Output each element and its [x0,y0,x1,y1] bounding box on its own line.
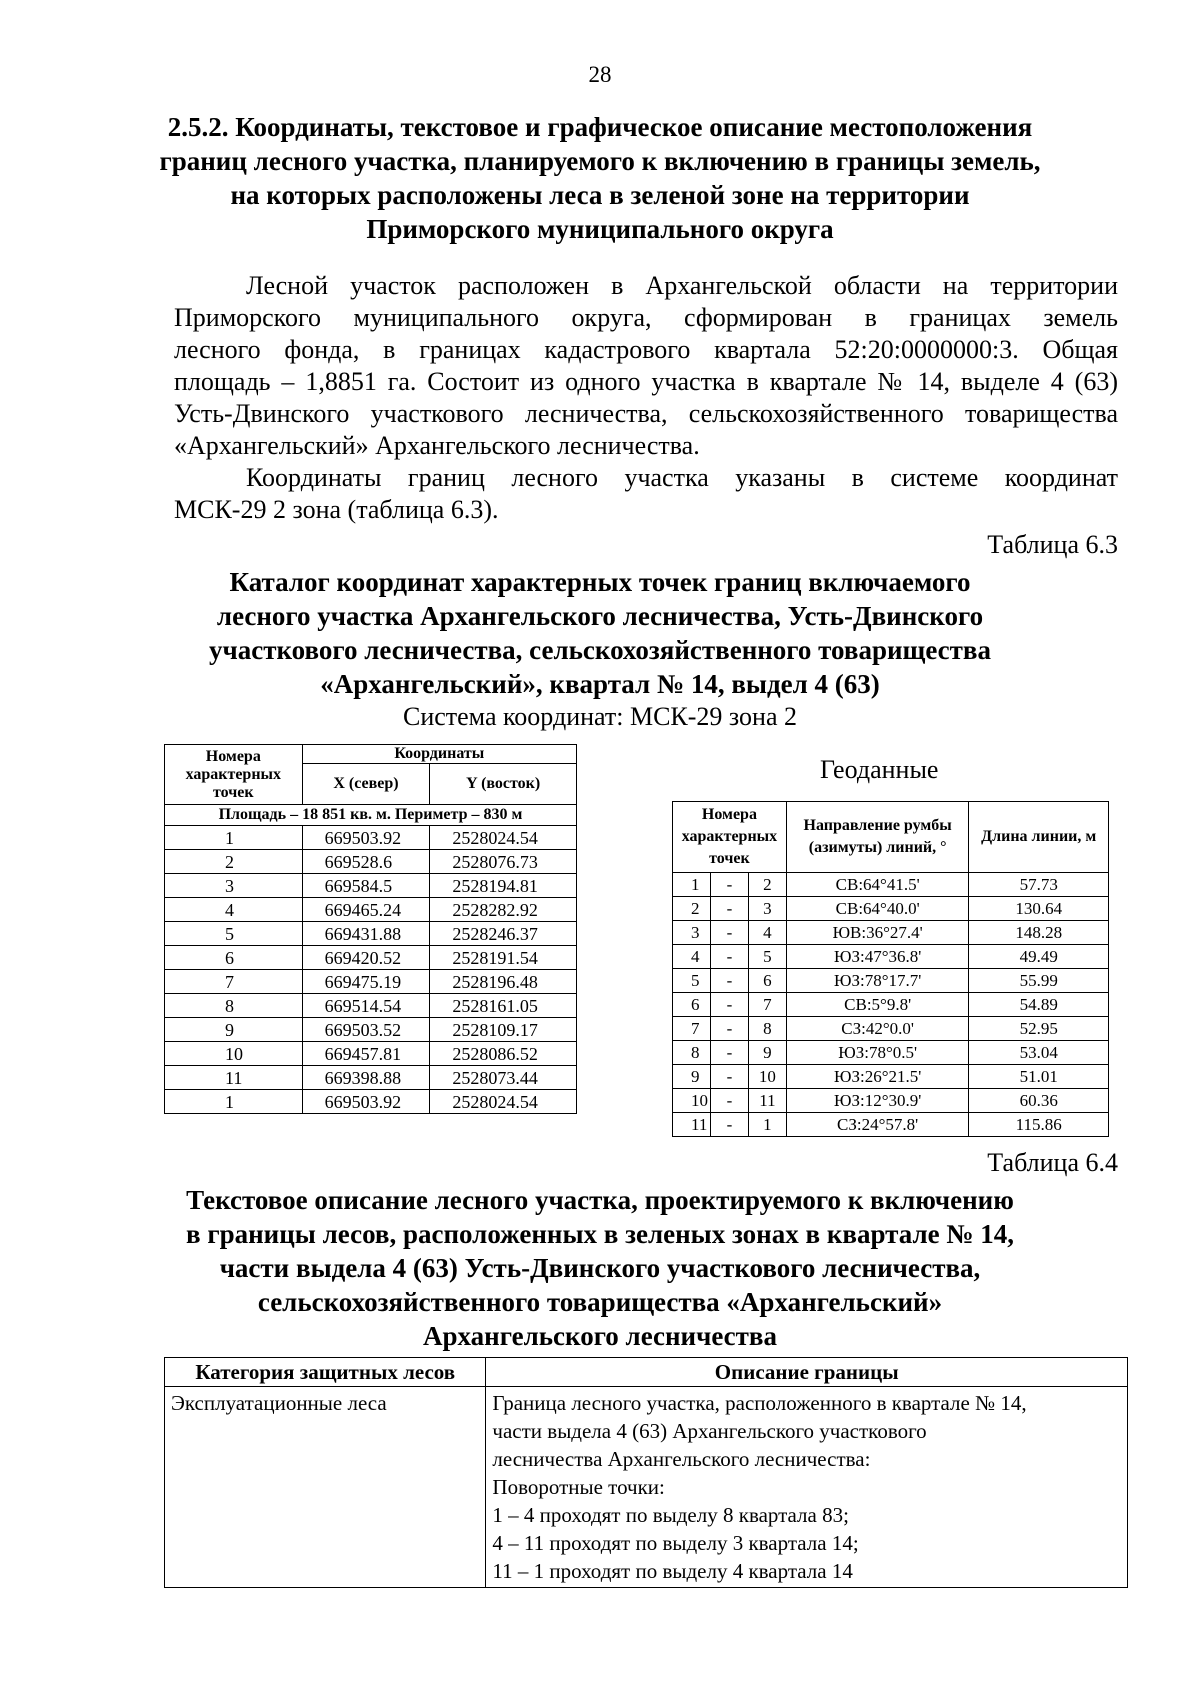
column-header-category: Категория защитных лесов [165,1358,486,1387]
point-number-cell: 5 [165,922,303,946]
title-line: участкового лесничества, сельскохозяйственного товарищества [209,635,991,665]
paragraph-line: Усть-Двинского участкового лесничества, сельскохозяйственного товарищества [174,399,1118,428]
from-point-cell: 2 [673,897,711,921]
dash-cell: - [710,873,748,897]
description-cell [486,1387,1128,1588]
point-number-cell: 8 [165,994,303,1018]
y-coordinate-cell: 2528073.44 [430,1066,577,1090]
dash-cell: - [710,993,748,1017]
table-row [165,970,577,994]
table-6-4-title [150,1183,1050,1353]
point-number-cell: 1 [165,1090,303,1114]
column-header-description: Описание границы [486,1358,1128,1387]
page-number: 28 [588,62,612,87]
title-line: Архангельского лесничества [423,1321,777,1351]
dash-cell: - [710,1065,748,1089]
point-number-cell: 7 [165,970,303,994]
description-line: части выдела 4 (63) Архангельского участкового [492,1419,927,1443]
table-row [673,1065,1109,1089]
table-6-4-label: Таблица 6.4 [987,1148,1118,1177]
table-row [165,1090,577,1114]
length-cell: 60.36 [969,1089,1109,1113]
section-heading [150,110,1050,246]
title-line: сельскохозяйственного товарищества «Архангельский» [257,1287,943,1317]
dash-cell: - [710,897,748,921]
table-row [165,994,577,1018]
boundary-description-table [164,1357,1128,1588]
table-row [165,1042,577,1066]
x-coordinate-cell: 669584.5 [302,874,430,898]
description-line: 1 – 4 проходят по выделу 8 квартала 83; [492,1503,849,1527]
table-row [673,897,1109,921]
dash-cell: - [710,969,748,993]
description-line: 11 – 1 проходят по выделу 4 квартала 14 [492,1559,853,1583]
y-coordinate-cell: 2528194.81 [430,874,577,898]
length-cell: 130.64 [969,897,1109,921]
table-row [165,946,577,970]
y-coordinate-cell: 2528086.52 [430,1042,577,1066]
y-coordinate-cell: 2528076.73 [430,850,577,874]
table-row [673,1113,1109,1137]
column-header-coordinates: Координаты [302,745,576,764]
to-point-cell: 11 [748,1089,786,1113]
y-coordinate-cell: 2528246.37 [430,922,577,946]
table-6-3-title [150,565,1050,701]
description-line: Граница лесного участка, расположенного в квартале № 14, [492,1391,1027,1415]
heading-line: Приморского муниципального округа [366,214,834,244]
title-line: части выдела 4 (63) Усть-Двинского участкового лесничества, [219,1253,981,1283]
direction-cell: СВ:64°41.5' [786,873,969,897]
direction-cell: ЮЗ:47°36.8' [786,945,969,969]
dash-cell: - [710,1041,748,1065]
column-header-length: Длина линии, м [969,802,1109,873]
table-6-3-label: Таблица 6.3 [987,530,1118,559]
y-coordinate-cell: 2528161.05 [430,994,577,1018]
title-line: Текстовое описание лесного участка, проектируемого к включению [186,1185,1014,1215]
to-point-cell: 6 [748,969,786,993]
point-number-cell: 4 [165,898,303,922]
direction-cell: ЮВ:36°27.4' [786,921,969,945]
dash-cell: - [710,1113,748,1137]
column-header-points: Номера характерных точек [165,745,303,805]
column-header-x: X (север) [302,764,430,805]
table-row [673,873,1109,897]
geodata-title: Геоданные [820,755,939,784]
x-coordinate-cell: 669465.24 [302,898,430,922]
to-point-cell: 7 [748,993,786,1017]
title-line: лесного участка Архангельского лесничества, Усть-Двинского [216,601,984,631]
title-line: Каталог координат характерных точек границ включаемого [229,567,971,597]
from-point-cell: 1 [673,873,711,897]
x-coordinate-cell: 669475.19 [302,970,430,994]
length-cell: 53.04 [969,1041,1109,1065]
category-cell: Эксплуатационные леса [165,1387,486,1588]
direction-cell: СВ:5°9.8' [786,993,969,1017]
paragraph-line: «Архангельский» Архангельского лесничества. [174,431,700,460]
heading-line: 2.5.2. Координаты, текстовое и графическое описание местоположения [167,112,1033,142]
point-number-cell: 10 [165,1042,303,1066]
title-line: в границы лесов, расположенных в зеленых зонах в квартале № 14, [186,1219,1014,1249]
paragraph-line: Приморского муниципального округа, сформирован в границах земель [174,303,1118,332]
x-coordinate-cell: 669503.52 [302,1018,430,1042]
y-coordinate-cell: 2528024.54 [430,1090,577,1114]
length-cell: 52.95 [969,1017,1109,1041]
dash-cell: - [710,921,748,945]
direction-cell: СЗ:24°57.8' [786,1113,969,1137]
area-perimeter-summary: Площадь – 18 851 кв. м. Периметр – 830 м [165,805,577,826]
paragraph-line: Координаты границ лесного участка указаны в системе координат [246,463,1118,492]
to-point-cell: 2 [748,873,786,897]
table-row [165,922,577,946]
description-line: лесничества Архангельского лесничества: [492,1447,871,1471]
table-row [673,1089,1109,1113]
y-coordinate-cell: 2528282.92 [430,898,577,922]
from-point-cell: 9 [673,1065,711,1089]
from-point-cell: 8 [673,1041,711,1065]
column-header-direction: Направление румбы (азимуты) линий, ° [786,802,969,873]
table-row [673,993,1109,1017]
direction-cell: СВ:64°40.0' [786,897,969,921]
table-row [673,969,1109,993]
x-coordinate-cell: 669514.54 [302,994,430,1018]
x-coordinate-cell: 669431.88 [302,922,430,946]
table-row [673,1041,1109,1065]
paragraph-line: площадь – 1,8851 га. Состоит из одного участка в квартале № 14, выделе 4 (63) [174,367,1118,396]
point-number-cell: 1 [165,826,303,850]
intro-paragraph [174,270,1118,526]
table-row [165,850,577,874]
direction-cell: ЮЗ:78°17.7' [786,969,969,993]
to-point-cell: 4 [748,921,786,945]
table-row [165,826,577,850]
table-row [165,874,577,898]
paragraph-line: лесного фонда, в границах кадастрового квартала 52:20:0000000:3. Общая [174,335,1118,364]
column-header-points: Номера характерных точек [673,802,787,873]
x-coordinate-cell: 669528.6 [302,850,430,874]
description-line: Поворотные точки: [492,1475,665,1499]
coordinate-system: Система координат: МСК-29 зона 2 [402,702,798,731]
length-cell: 55.99 [969,969,1109,993]
direction-cell: ЮЗ:78°0.5' [786,1041,969,1065]
dash-cell: - [710,945,748,969]
point-number-cell: 2 [165,850,303,874]
to-point-cell: 3 [748,897,786,921]
from-point-cell: 3 [673,921,711,945]
point-number-cell: 3 [165,874,303,898]
x-coordinate-cell: 669420.52 [302,946,430,970]
from-point-cell: 10 [673,1089,711,1113]
paragraph-line: Лесной участок расположен в Архангельской области на территории [246,271,1118,300]
length-cell: 57.73 [969,873,1109,897]
to-point-cell: 1 [748,1113,786,1137]
table-row [165,1066,577,1090]
length-cell: 49.49 [969,945,1109,969]
heading-line: на которых расположены леса в зеленой зоне на территории [230,180,970,210]
direction-cell: СЗ:42°0.0' [786,1017,969,1041]
point-number-cell: 11 [165,1066,303,1090]
to-point-cell: 10 [748,1065,786,1089]
x-coordinate-cell: 669457.81 [302,1042,430,1066]
to-point-cell: 8 [748,1017,786,1041]
paragraph-line: МСК-29 2 зона (таблица 6.3). [174,495,499,524]
title-line: «Архангельский», квартал № 14, выдел 4 (63) [320,669,880,699]
from-point-cell: 6 [673,993,711,1017]
to-point-cell: 9 [748,1041,786,1065]
x-coordinate-cell: 669398.88 [302,1066,430,1090]
length-cell: 115.86 [969,1113,1109,1137]
from-point-cell: 7 [673,1017,711,1041]
from-point-cell: 11 [673,1113,711,1137]
x-coordinate-cell: 669503.92 [302,826,430,850]
geodata-table [672,801,1109,1137]
from-point-cell: 4 [673,945,711,969]
direction-cell: ЮЗ:26°21.5' [786,1065,969,1089]
x-coordinate-cell: 669503.92 [302,1090,430,1114]
point-number-cell: 6 [165,946,303,970]
dash-cell: - [710,1017,748,1041]
length-cell: 148.28 [969,921,1109,945]
y-coordinate-cell: 2528196.48 [430,970,577,994]
coordinates-table [164,744,577,1114]
y-coordinate-cell: 2528109.17 [430,1018,577,1042]
description-line: 4 – 11 проходят по выделу 3 квартала 14; [492,1531,859,1555]
from-point-cell: 5 [673,969,711,993]
y-coordinate-cell: 2528191.54 [430,946,577,970]
direction-cell: ЮЗ:12°30.9' [786,1089,969,1113]
to-point-cell: 5 [748,945,786,969]
heading-line: границ лесного участка, планируемого к включению в границы земель, [159,146,1041,176]
length-cell: 54.89 [969,993,1109,1017]
table-row [673,945,1109,969]
length-cell: 51.01 [969,1065,1109,1089]
table-row [673,921,1109,945]
table-row [165,1018,577,1042]
column-header-y: Y (восток) [430,764,577,805]
y-coordinate-cell: 2528024.54 [430,826,577,850]
point-number-cell: 9 [165,1018,303,1042]
table-row [165,898,577,922]
dash-cell: - [710,1089,748,1113]
table-row [673,1017,1109,1041]
